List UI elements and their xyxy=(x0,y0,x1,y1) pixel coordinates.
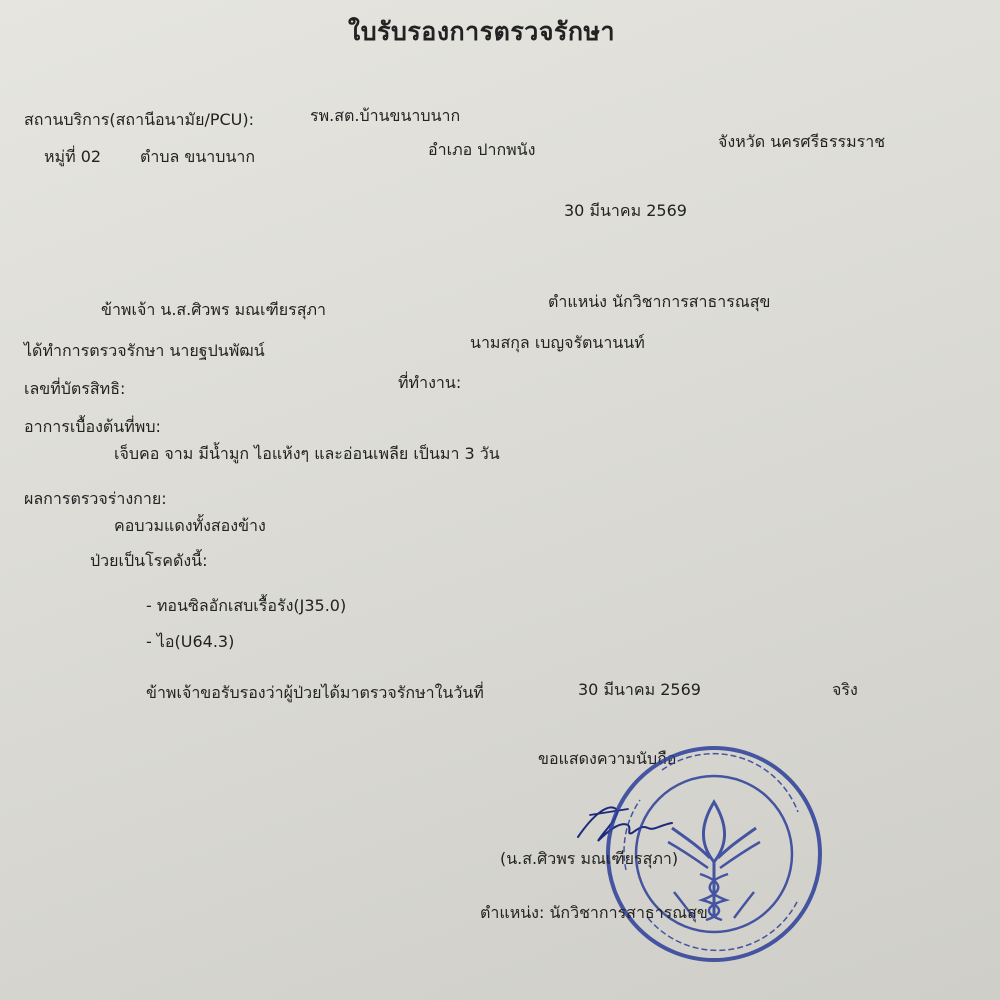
facility-amphoe: อำเภอ ปากพนัง xyxy=(428,140,536,159)
facility-tambon: ตำบล ขนาบนาก xyxy=(140,147,256,166)
exam-text: คอบวมแดงทั้งสองข้าง xyxy=(114,516,266,535)
certification-date: 30 มีนาคม 2569 xyxy=(578,680,701,699)
patient-name: ได้ทำการตรวจรักษา นายฐปนพัฒน์ xyxy=(24,341,265,360)
facility-moo: หมู่ที่ 02 xyxy=(44,147,102,166)
diagnosis-item: - ทอนซิลอักเสบเรื้อรัง(J35.0) xyxy=(146,596,347,615)
symptoms-text: เจ็บคอ จาม มีน้ำมูก ไอแห้งๆ และอ่อนเพลีย เป็นมา 3 วัน xyxy=(114,444,500,463)
patient-workplace-label: ที่ทำงาน: xyxy=(398,373,462,392)
closing-text: ขอแสดงความนับถือ xyxy=(538,749,677,768)
diagnosis-item: - ไอ(U64.3) xyxy=(146,632,235,651)
facility-name: รพ.สต.บ้านขนาบนาก xyxy=(310,106,461,125)
patient-id-label: เลขที่บัตรสิทธิ: xyxy=(24,379,126,398)
facility-province: จังหวัด นครศรีธรรมราช xyxy=(718,132,886,151)
certification-suffix: จริง xyxy=(832,680,858,699)
signer-name: (น.ส.ศิวพร มณเฑียรสุภา) xyxy=(500,849,679,868)
issue-date: 30 มีนาคม 2569 xyxy=(564,201,687,220)
examiner-position: ตำแหน่ง นักวิชาการสาธารณสุข xyxy=(548,292,771,311)
diagnosis-label: ป่วยเป็นโรคดังนี้: xyxy=(90,551,208,570)
symptoms-label: อาการเบื้องต้นที่พบ: xyxy=(24,417,161,436)
examiner-name: ข้าพเจ้า น.ส.ศิวพร มณเฑียรสุภา xyxy=(101,300,327,319)
certification-text: ข้าพเจ้าขอรับรองว่าผู้ป่วยได้มาตรวจรักษาในวันที่ xyxy=(146,683,484,702)
patient-surname: นามสกุล เบญจรัตนานนท์ xyxy=(470,333,645,352)
exam-label: ผลการตรวจร่างกาย: xyxy=(24,489,167,508)
facility-label: สถานบริการ(สถานีอนามัย/PCU): xyxy=(24,110,255,129)
document-title: ใบรับรองการตรวจรักษา xyxy=(348,17,616,46)
signer-position: ตำแหน่ง: นักวิชาการสาธารณสุข xyxy=(480,903,708,922)
